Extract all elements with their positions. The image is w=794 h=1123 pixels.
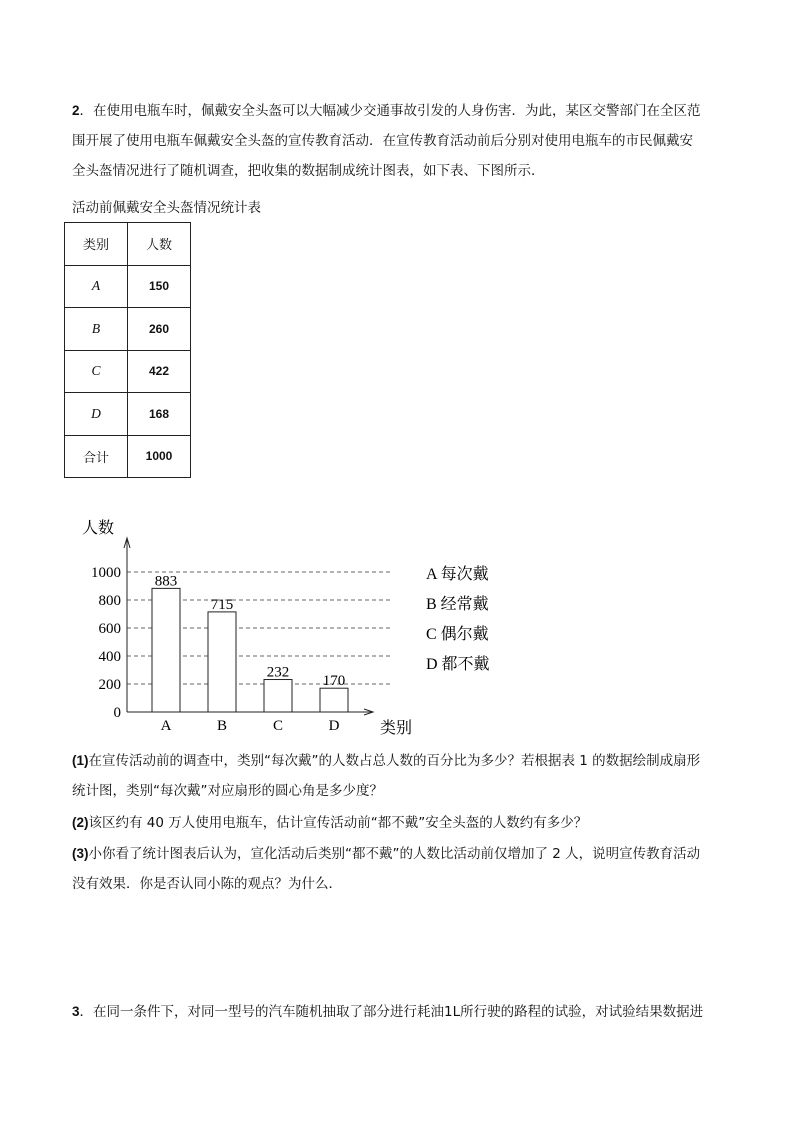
question-3-marker: (3) <box>72 846 89 861</box>
data-label-D: 170 <box>322 673 346 690</box>
table-header-category: 类别 <box>65 223 128 266</box>
data-label-B: 715 <box>210 596 234 613</box>
problem-2-number: 2 <box>72 103 80 118</box>
question-1-marker: (1) <box>72 753 89 768</box>
table-row <box>65 393 191 436</box>
bar-A <box>152 588 180 712</box>
y-tick-label: 0 <box>113 705 121 721</box>
y-tick-label: 400 <box>98 649 121 665</box>
table-cell-total-label: 合计 <box>65 435 128 478</box>
table-cell-category: B <box>65 308 128 351</box>
problem-3-text: 3．在同一条件下，对同一型号的汽车随机抽取了部分进行耗油1L所行驶的路程的试验，对试验结果数据进 <box>72 1004 704 1020</box>
table-cell-category: D <box>65 393 128 436</box>
data-label-C: 232 <box>266 664 290 681</box>
problem-3-number: 3 <box>72 1004 80 1019</box>
y-tick-label: 600 <box>98 621 121 637</box>
problem-2-line-1: 2．在使用电瓶车时，佩戴安全头盔可以大幅减少交通事故引发的人身伤害．为此，某区交警部门在全区范 <box>72 103 701 119</box>
y-tick-label: 800 <box>98 593 121 609</box>
table-cell-category: A <box>65 265 128 308</box>
problem-2-text <box>72 96 732 186</box>
table-row <box>65 350 191 393</box>
table-header-count: 人数 <box>128 223 191 266</box>
legend-item: D 都不戴 <box>426 656 490 673</box>
table-cell-count: 260 <box>128 308 191 351</box>
x-axis-label: 类别 <box>380 720 413 737</box>
legend-item: B 经常戴 <box>426 596 489 613</box>
table-cell-count: 422 <box>128 350 191 393</box>
problem-2-line-3: 全头盔情况进行了随机调查，把收集的数据制成统计图表，如下表、下图所示． <box>72 163 545 179</box>
x-tick-label: B <box>216 718 228 734</box>
bar-B <box>208 612 236 712</box>
question-1: (1)在宣传活动前的调查中，类别“每次戴”的人数占总人数的百分比为多少？若根据表 1 的数据绘制成扇形 统计图，类别“每次戴”对应扇形的圆心角是多少度？ <box>72 753 701 799</box>
stats-table <box>64 222 191 478</box>
question-2: (2)该区约有 40 万人使用电瓶车，估计宣传活动前“都不戴”安全头盔的人数约有多少？ <box>72 815 588 831</box>
x-tick-label: A <box>160 718 172 734</box>
y-tick-label: 200 <box>98 677 121 693</box>
question-3: (3)小你看了统计图表后认为，宣化活动后类别“都不戴”的人数比活动前仅增加了 2 人，说明宣传教育活动 没有效果．你是否认同小陈的观点？为什么． <box>72 846 701 892</box>
problem-2-line-2: 围开展了使用电瓶车佩戴安全头盔的宣传教育活动．在宣传教育活动前后分别对使用电瓶车的市民佩戴安 <box>72 133 693 149</box>
question-2-marker: (2) <box>72 815 89 830</box>
table-cell-count: 150 <box>128 265 191 308</box>
legend-item: A 每次戴 <box>426 566 489 583</box>
x-tick-label: C <box>272 718 284 734</box>
table-cell-category: C <box>65 350 128 393</box>
y-tick-label: 1000 <box>91 565 121 581</box>
bar-D <box>320 688 348 712</box>
bar-C <box>264 680 292 712</box>
table-cell-total-count: 1000 <box>128 435 191 478</box>
table-title: 活动前佩戴安全头盔情况统计表 <box>72 200 261 216</box>
table-row <box>65 265 191 308</box>
table-row <box>65 308 191 351</box>
table-cell-count: 168 <box>128 393 191 436</box>
table-row-total <box>65 435 191 478</box>
x-tick-label: D <box>328 718 340 734</box>
bar-chart <box>70 510 530 740</box>
y-axis-label: 人数 <box>82 520 115 537</box>
data-label-A: 883 <box>154 573 178 590</box>
legend-item: C 偶尔戴 <box>426 626 489 643</box>
table-header-row <box>65 223 191 266</box>
